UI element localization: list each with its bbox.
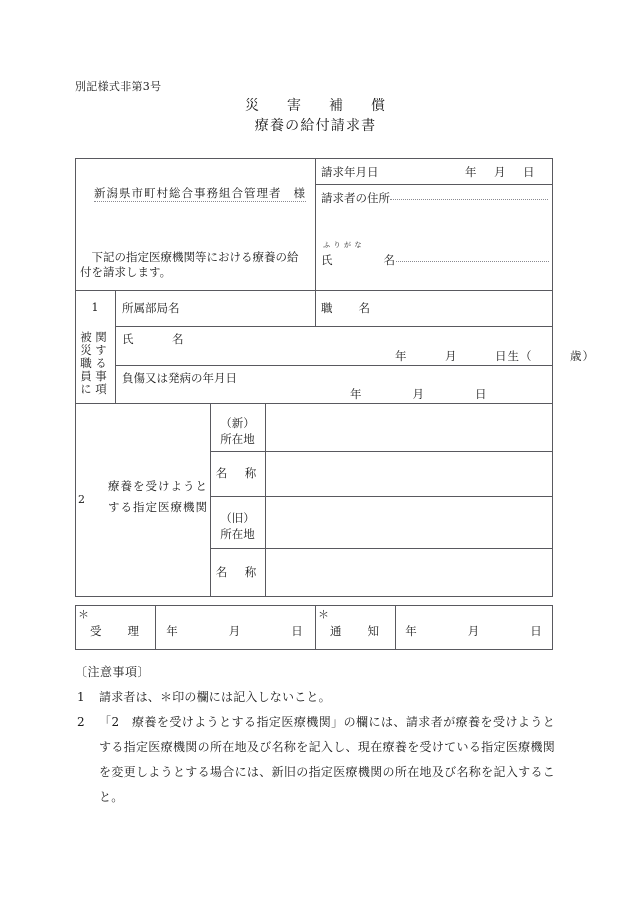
divider-section2-row1-bottom xyxy=(210,451,553,452)
claimant-address-row xyxy=(321,190,548,206)
notice-date-value[interactable]: 年 月 日 xyxy=(405,624,543,638)
note-item-1-number: 1 xyxy=(77,690,85,704)
notes-heading: 〔注意事項〕 xyxy=(75,665,151,679)
section2-number: 2 xyxy=(78,493,85,506)
section1-injury-date-label: 負傷又は発病の年月日 xyxy=(122,371,237,385)
notes-section xyxy=(75,660,555,810)
section1-number: 1 xyxy=(91,301,99,314)
section1-position-label: 職 名 xyxy=(321,301,371,315)
note-item-1 xyxy=(75,685,555,710)
divider-section2-sublabel xyxy=(265,403,266,597)
section2-row3-value[interactable] xyxy=(272,513,547,541)
divider-header-bottom xyxy=(75,290,553,291)
claim-date-label: 請求年月日 xyxy=(321,165,379,179)
section2-row1-sublabel xyxy=(210,415,265,447)
section1-vertical-label-col2: 被災職員に xyxy=(79,331,93,396)
statement-line-2: 付を請求します。 xyxy=(80,265,172,279)
section2-row3-sublabel-line1: （旧） xyxy=(220,511,255,525)
claimant-name-field xyxy=(396,261,549,262)
section2-row1-sublabel-line2: 所在地 xyxy=(220,432,255,446)
claimant-name-label: 氏 名 xyxy=(321,253,396,267)
form-code: 別記様式非第3号 xyxy=(75,80,162,93)
divider-section1-bottom xyxy=(75,403,553,404)
note-item-2-number: 2 xyxy=(77,715,85,729)
section2-row4-sublabel: 名 称 xyxy=(215,565,260,579)
note-item-2-text: 「2 療養を受けようとする指定医療機関」の欄には、請求者が療養を受けようとする指定医療機関の所在地及び名称を記入し、現在療養を受けている指定医療機関を変更しようとする場合には、新旧の指定医療機関の所在地及び名称を記入すること。 xyxy=(99,715,555,804)
claim-date-value: 年 月 日 xyxy=(465,165,538,179)
section1-name-label: 氏 名 xyxy=(122,332,185,346)
section2-row2-sublabel: 名 称 xyxy=(215,466,260,480)
addressee-suffix: 様 xyxy=(293,186,306,200)
receipt-label: 受 理 xyxy=(90,624,140,638)
section2-label-line1: 療養を受けようと xyxy=(108,479,208,493)
divider-section1-row1-bottom xyxy=(115,326,553,327)
section1-vertical-label-col1: 関する事項 xyxy=(94,331,108,396)
divider-section1-row1 xyxy=(315,290,316,326)
divider-section2-row2-bottom xyxy=(210,496,553,497)
page-title xyxy=(0,96,630,137)
claimant-name-row xyxy=(321,252,549,268)
receipt-mark: ＊ xyxy=(78,608,89,621)
section1-injury-date-value: 年 月 日 xyxy=(350,387,488,401)
section1-birthdate-value: 年 月 日生（ 歳） xyxy=(395,349,595,363)
addressee-underline xyxy=(94,185,306,202)
furigana-label: ふりがな xyxy=(323,241,365,249)
section2-row4-value[interactable] xyxy=(272,564,547,588)
divider-section1-row2-bottom xyxy=(115,365,553,366)
section2-row2-value[interactable] xyxy=(272,465,547,489)
title-primary: 災 害 補 償 xyxy=(245,98,392,114)
divider-header-vertical xyxy=(315,158,316,290)
notice-label: 通 知 xyxy=(330,624,380,638)
section2-label-line2: する指定医療機関 xyxy=(108,500,208,514)
note-item-2 xyxy=(75,710,555,810)
section2-row1-value[interactable] xyxy=(272,418,547,446)
divider-section1-label xyxy=(115,290,116,403)
claimant-address-field xyxy=(390,199,548,200)
divider-section2-row3-bottom xyxy=(210,548,553,549)
title-secondary: 療養の給付請求書 xyxy=(254,118,377,134)
section2-row3-sublabel xyxy=(210,510,265,542)
section2-row1-sublabel-line1: （新） xyxy=(220,416,255,430)
statement-line-1: 下記の指定医療機関等における療養の給 xyxy=(80,250,299,264)
section2-row3-sublabel-line2: 所在地 xyxy=(220,527,255,541)
addressee-text: 新潟県市町村総合事務組合管理者 xyxy=(94,186,282,200)
section1-department-label: 所属部局名 xyxy=(122,301,180,315)
note-item-1-text: 請求者は、＊印の欄には記入しないこと。 xyxy=(99,690,331,704)
divider-claimdate-bottom xyxy=(315,184,553,185)
notice-mark: ＊ xyxy=(318,608,329,621)
addressee-line xyxy=(90,185,310,203)
claimant-address-label: 請求者の住所 xyxy=(321,191,390,205)
receipt-date-value[interactable]: 年 月 日 xyxy=(166,624,304,638)
